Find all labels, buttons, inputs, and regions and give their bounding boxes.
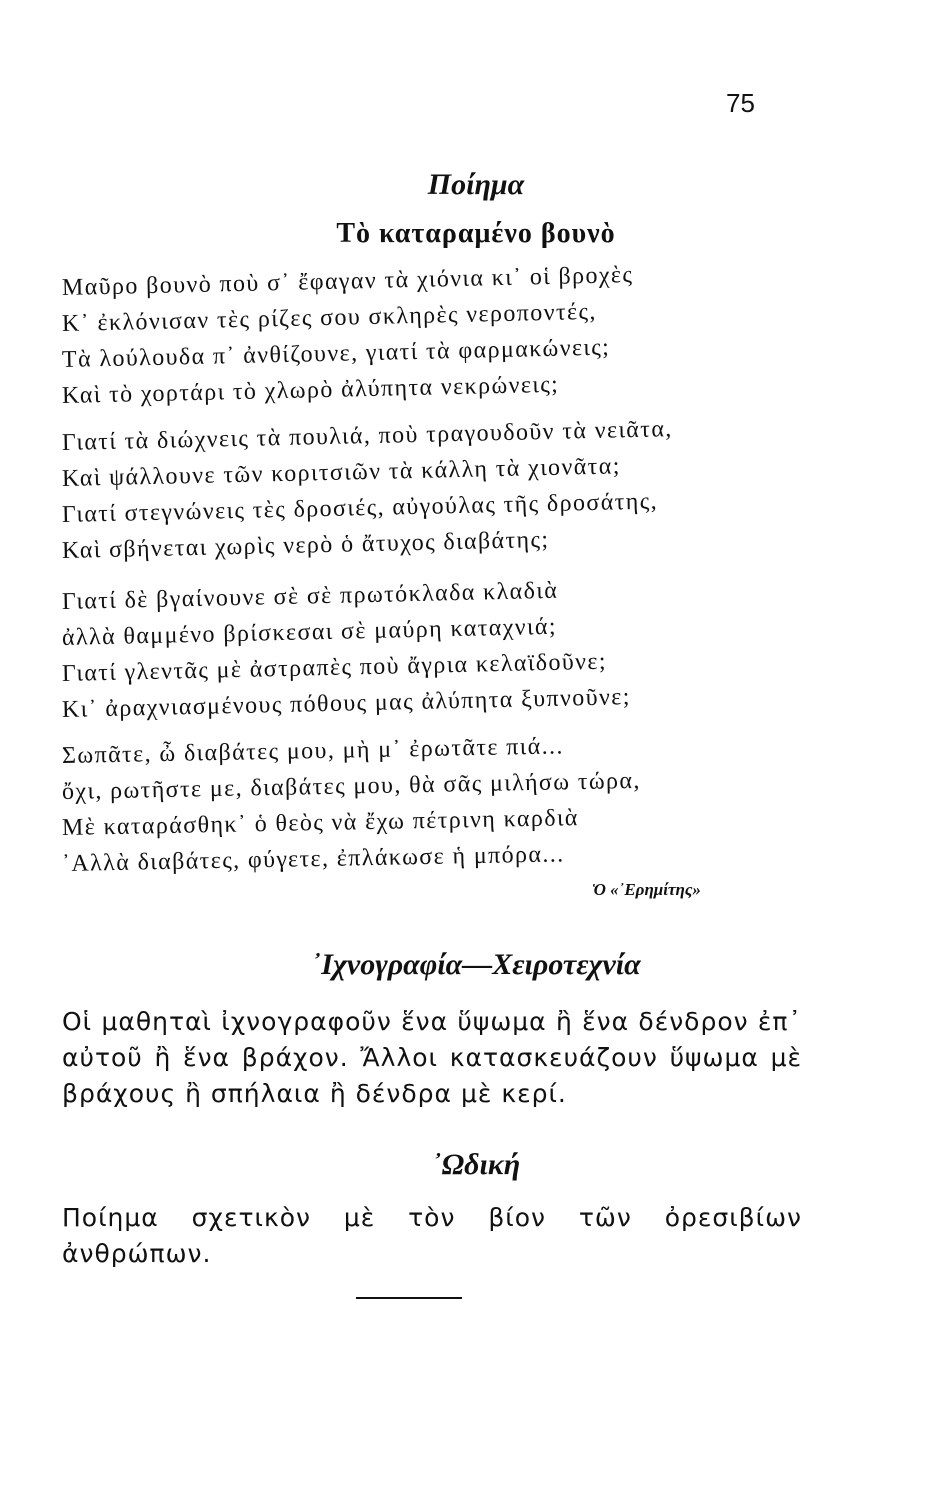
poem-line: Τὰ λούλουδα π᾽ ἀνθίζουνε, γιατί τὰ φαρμακώνεις; xyxy=(61,334,611,373)
poem-line: Γιατί τὰ διώχνεις τὰ πουλιά, ποὺ τραγουδοῦν τὰ νειᾶτα, xyxy=(61,416,673,456)
poem-line: ἀλλὰ θαμμένο βρίσκεσαι σὲ μαύρη καταχνιά; xyxy=(61,613,558,651)
poem-line: Κ᾽ ἐκλόνισαν τὲς ρίζες σου σκληρὲς νεροποντές, xyxy=(61,298,598,337)
poem-line: ὄχι, ρωτῆστε με, διαβάτες μου, θὰ σᾶς μιλήσω τώρα, xyxy=(61,767,642,805)
section-heading-singing: ᾽Ωδική xyxy=(431,1148,521,1181)
poem-subtitle: Τὸ καταραμένο βουνὸ xyxy=(336,218,616,249)
poem-line: ᾽Αλλὰ διαβάτες, φύγετε, ἐπλάκωσε ἡ μπόρα... xyxy=(61,841,565,877)
poem-line: Μαῦρο βουνὸ ποὺ σ᾽ ἔφαγαν τὰ χιόνια κι᾽ οἱ βροχὲς xyxy=(61,262,634,301)
stanza xyxy=(61,577,762,728)
stanza xyxy=(61,416,762,569)
stanza xyxy=(61,733,762,882)
poem-line: Γιατί στεγνώνεις τὲς δροσιές, αὐγούλας τῆς δροσάτης, xyxy=(61,488,659,528)
poem-line: Καὶ ψάλλουνε τῶν κοριτσιῶν τὰ κάλλη τὰ χιονᾶτα; xyxy=(61,453,622,492)
poem-line: Γιατί δὲ βγαίνουνε σὲ σὲ πρωτόκλαδα κλαδιὰ xyxy=(61,577,559,615)
poem-line: Μὲ καταράσθηκ᾽ ὁ θεὸς νὰ ἔχω πέτρινη καρδιὰ xyxy=(61,805,580,841)
poem-line: Κι᾽ ἀραχνιασμένους πόθους μας ἀλύπητα ξυπνοῦνε; xyxy=(61,684,632,723)
section-text-singing: Ποίημα σχετικὸν μὲ τὸν βίον τῶν ὀρεσιβίων ἀνθρώπων. xyxy=(62,1203,802,1268)
stanza xyxy=(61,262,762,414)
poem-line: Καὶ σβήνεται χωρὶς νερὸ ὁ ἄτυχος διαβάτης; xyxy=(61,526,550,564)
poem-line: Καὶ τὸ χορτάρι τὸ χλωρὸ ἀλύπητα νεκρώνεις; xyxy=(61,371,560,409)
section-heading-drawing: ᾽Ιχνογραφία—Χειροτεχνία xyxy=(311,948,641,981)
page-number: 75 xyxy=(726,88,755,118)
poem-signature: Ὁ «᾽Ερημίτης» xyxy=(592,880,701,899)
closing-rule xyxy=(356,1297,462,1299)
poem-line: Γιατί γλεντᾶς μὲ ἀστραπὲς ποὺ ἄγρια κελαϊδοῦνε; xyxy=(61,648,608,687)
section-text-drawing: Οἱ μαθηταὶ ἰχνογραφοῦν ἕνα ὕψωμα ἢ ἕνα δένδρον ἐπ᾽ αὐτοῦ ἢ ἕνα βράχον. Ἄλλοι κατασκευάζουν ὕψωμα μὲ βράχους ἢ σπήλαια ἢ δένδρα μὲ κερί. xyxy=(62,1007,802,1108)
poem-line: Σωπᾶτε, ὦ διαβάτες μου, μὴ μ᾽ ἐρωτᾶτε πιά... xyxy=(61,733,565,769)
poem-title: Ποίημα xyxy=(427,168,525,201)
